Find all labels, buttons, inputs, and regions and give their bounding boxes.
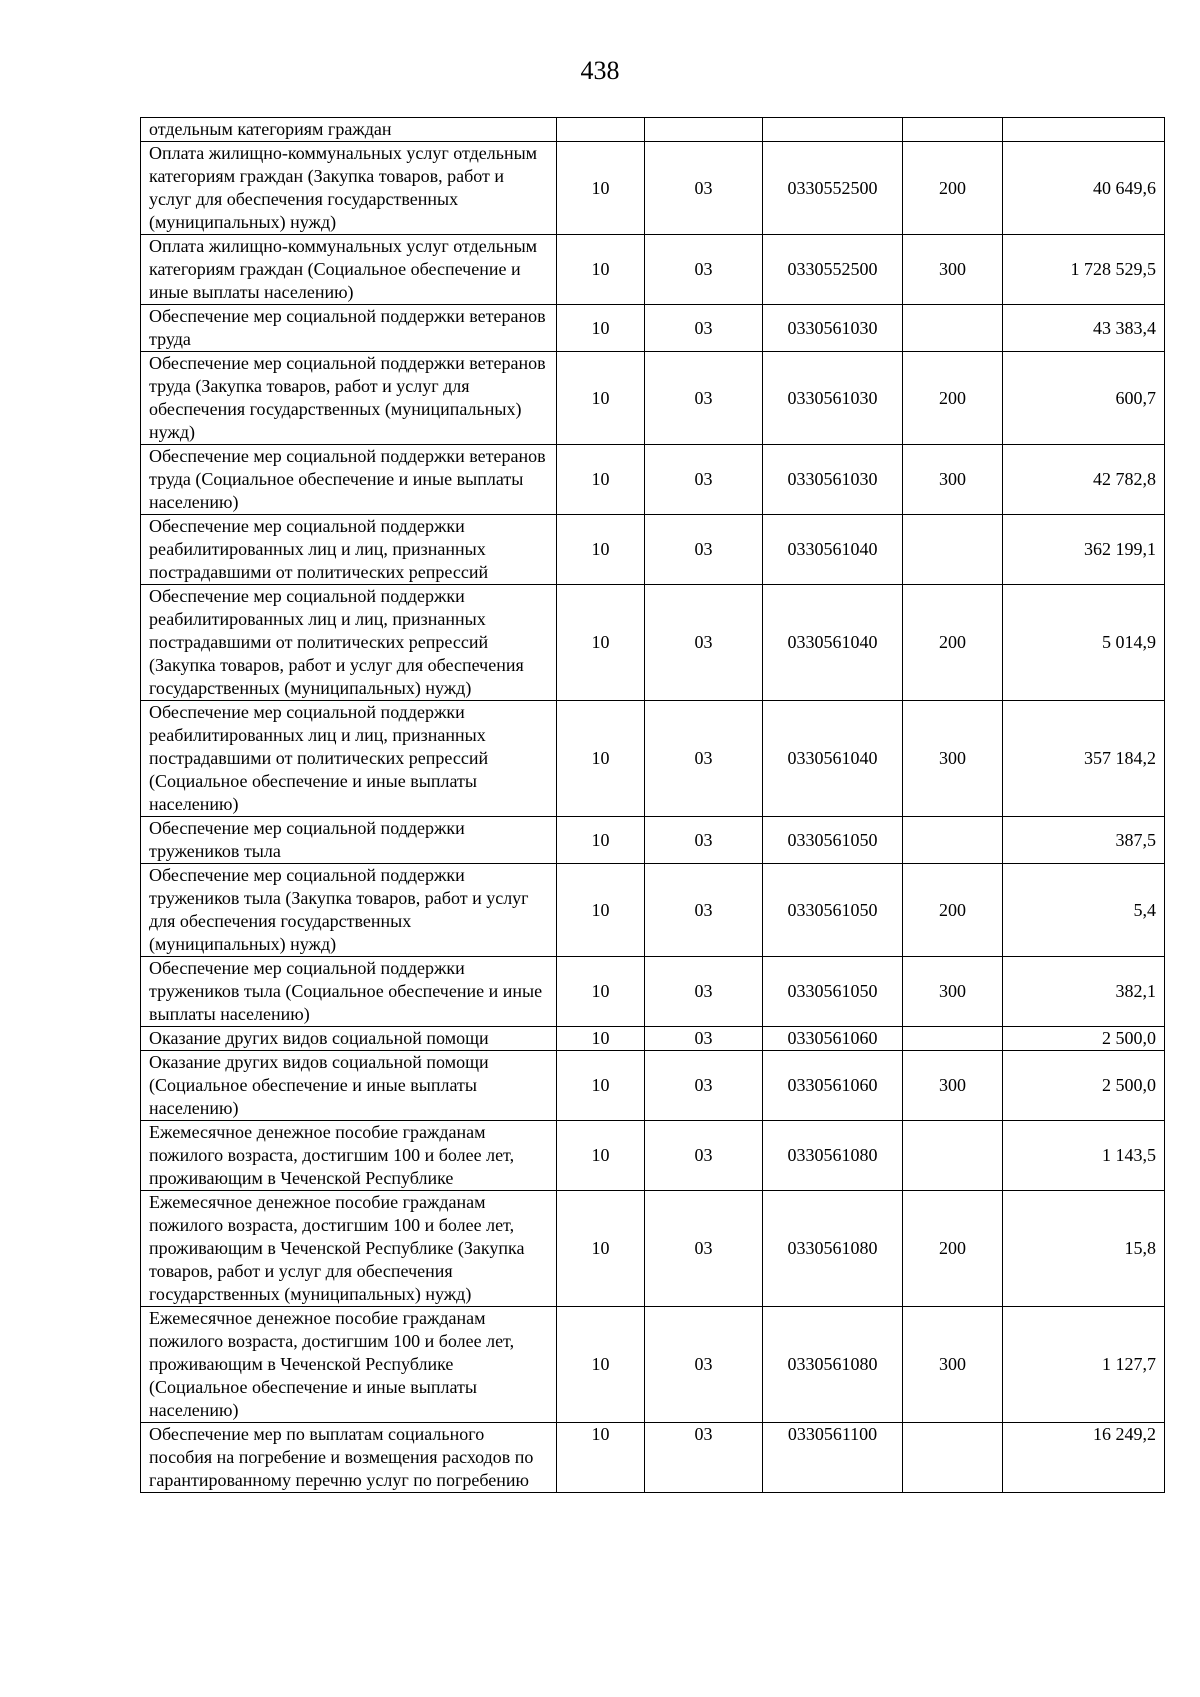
row-target-article: 0330561050 (763, 817, 903, 864)
budget-table (140, 117, 1165, 1493)
row-expense-type: 300 (903, 701, 1003, 817)
row-amount: 2 500,0 (1003, 1051, 1165, 1121)
row-amount: 1 127,7 (1003, 1307, 1165, 1423)
table-row (141, 118, 1165, 142)
table-row (141, 1423, 1165, 1493)
row-description: Оплата жилищно-коммунальных услуг отдельным категориям граждан (Закупка товаров, работ и услуг для обеспечения государственных (муниципальных) нужд) (141, 142, 557, 235)
row-section: 10 (557, 957, 645, 1027)
table-row (141, 864, 1165, 957)
row-description: Ежемесячное денежное пособие гражданам пожилого возраста, достигшим 100 и более лет, проживающим в Чеченской Республике (141, 1121, 557, 1191)
row-target-article: 0330561040 (763, 701, 903, 817)
row-section: 10 (557, 701, 645, 817)
row-expense-type: 200 (903, 585, 1003, 701)
row-target-article: 0330552500 (763, 235, 903, 305)
table-row (141, 585, 1165, 701)
row-subsection: 03 (645, 817, 763, 864)
row-section: 10 (557, 445, 645, 515)
row-amount: 2 500,0 (1003, 1027, 1165, 1051)
row-description: Обеспечение мер социальной поддержки ветеранов труда (Закупка товаров, работ и услуг для обеспечения государственных (муниципальных) нужд) (141, 352, 557, 445)
row-description: Обеспечение мер социальной поддержки реабилитированных лиц и лиц, признанных пострадавшими от политических репрессий (Закупка товаров, работ и услуг для обеспечения государственных (муниципальных) нужд) (141, 585, 557, 701)
row-description: Обеспечение мер социальной поддержки тружеников тыла (Социальное обеспечение и иные выплаты населению) (141, 957, 557, 1027)
row-section: 10 (557, 1423, 645, 1493)
row-amount: 600,7 (1003, 352, 1165, 445)
row-expense-type (903, 1027, 1003, 1051)
row-section: 10 (557, 1121, 645, 1191)
row-amount: 1 143,5 (1003, 1121, 1165, 1191)
table-row (141, 352, 1165, 445)
table-row (141, 305, 1165, 352)
row-section: 10 (557, 864, 645, 957)
row-description: Ежемесячное денежное пособие гражданам пожилого возраста, достигшим 100 и более лет, проживающим в Чеченской Республике (Закупка товаров, работ и услуг для обеспечения государственных (муниципальных) нужд) (141, 1191, 557, 1307)
row-amount: 15,8 (1003, 1191, 1165, 1307)
row-amount: 42 782,8 (1003, 445, 1165, 515)
row-section (557, 118, 645, 142)
row-target-article: 0330561100 (763, 1423, 903, 1493)
row-target-article: 0330561050 (763, 864, 903, 957)
row-section: 10 (557, 1051, 645, 1121)
row-amount: 40 649,6 (1003, 142, 1165, 235)
row-section: 10 (557, 1307, 645, 1423)
row-expense-type: 200 (903, 352, 1003, 445)
row-subsection (645, 118, 763, 142)
row-description: отдельным категориям граждан (141, 118, 557, 142)
row-amount: 357 184,2 (1003, 701, 1165, 817)
row-subsection: 03 (645, 864, 763, 957)
row-subsection: 03 (645, 1191, 763, 1307)
row-subsection: 03 (645, 701, 763, 817)
row-target-article: 0330561050 (763, 957, 903, 1027)
table-row (141, 142, 1165, 235)
row-expense-type (903, 118, 1003, 142)
row-description: Обеспечение мер социальной поддержки реабилитированных лиц и лиц, признанных пострадавшими от политических репрессий (141, 515, 557, 585)
row-description: Обеспечение мер социальной поддержки тружеников тыла (141, 817, 557, 864)
row-target-article: 0330561060 (763, 1027, 903, 1051)
table-row (141, 1121, 1165, 1191)
row-target-article: 0330561080 (763, 1121, 903, 1191)
row-section: 10 (557, 352, 645, 445)
row-expense-type: 200 (903, 1191, 1003, 1307)
row-section: 10 (557, 1027, 645, 1051)
row-description: Оказание других видов социальной помощи (Социальное обеспечение и иные выплаты населению) (141, 1051, 557, 1121)
row-amount: 5,4 (1003, 864, 1165, 957)
row-target-article: 0330561040 (763, 515, 903, 585)
row-section: 10 (557, 142, 645, 235)
row-subsection: 03 (645, 352, 763, 445)
table-row (141, 515, 1165, 585)
table-row (141, 1051, 1165, 1121)
row-amount: 16 249,2 (1003, 1423, 1165, 1493)
table-row (141, 701, 1165, 817)
row-section: 10 (557, 817, 645, 864)
row-section: 10 (557, 1191, 645, 1307)
row-subsection: 03 (645, 1307, 763, 1423)
row-target-article: 0330561030 (763, 445, 903, 515)
row-description: Обеспечение мер социальной поддержки тружеников тыла (Закупка товаров, работ и услуг для обеспечения государственных (муниципальных) нужд) (141, 864, 557, 957)
row-target-article: 0330561080 (763, 1307, 903, 1423)
row-subsection: 03 (645, 1027, 763, 1051)
row-target-article (763, 118, 903, 142)
table-row (141, 445, 1165, 515)
table-row (141, 817, 1165, 864)
row-target-article: 0330552500 (763, 142, 903, 235)
row-expense-type: 200 (903, 864, 1003, 957)
row-description: Оплата жилищно-коммунальных услуг отдельным категориям граждан (Социальное обеспечение и иные выплаты населению) (141, 235, 557, 305)
row-subsection: 03 (645, 515, 763, 585)
row-description: Обеспечение мер социальной поддержки ветеранов труда (141, 305, 557, 352)
row-subsection: 03 (645, 1051, 763, 1121)
row-subsection: 03 (645, 142, 763, 235)
table-row (141, 1027, 1165, 1051)
row-description: Ежемесячное денежное пособие гражданам пожилого возраста, достигшим 100 и более лет, проживающим в Чеченской Республике (Социальное обеспечение и иные выплаты населению) (141, 1307, 557, 1423)
table-row (141, 235, 1165, 305)
row-amount: 5 014,9 (1003, 585, 1165, 701)
row-target-article: 0330561080 (763, 1191, 903, 1307)
row-target-article: 0330561030 (763, 305, 903, 352)
table-row (141, 1191, 1165, 1307)
table-row (141, 957, 1165, 1027)
row-amount: 1 728 529,5 (1003, 235, 1165, 305)
row-expense-type: 300 (903, 1307, 1003, 1423)
row-subsection: 03 (645, 957, 763, 1027)
page-number: 438 (580, 56, 620, 85)
row-expense-type (903, 1423, 1003, 1493)
row-subsection: 03 (645, 305, 763, 352)
row-expense-type: 300 (903, 1051, 1003, 1121)
row-description: Оказание других видов социальной помощи (141, 1027, 557, 1051)
row-expense-type: 300 (903, 235, 1003, 305)
row-subsection: 03 (645, 1423, 763, 1493)
row-section: 10 (557, 585, 645, 701)
row-subsection: 03 (645, 235, 763, 305)
row-expense-type (903, 817, 1003, 864)
row-section: 10 (557, 305, 645, 352)
row-expense-type: 300 (903, 957, 1003, 1027)
row-amount: 382,1 (1003, 957, 1165, 1027)
row-expense-type (903, 305, 1003, 352)
row-section: 10 (557, 235, 645, 305)
table-row (141, 1307, 1165, 1423)
row-target-article: 0330561030 (763, 352, 903, 445)
row-subsection: 03 (645, 585, 763, 701)
row-target-article: 0330561040 (763, 585, 903, 701)
row-expense-type: 300 (903, 445, 1003, 515)
row-amount (1003, 118, 1165, 142)
row-expense-type: 200 (903, 142, 1003, 235)
row-target-article: 0330561060 (763, 1051, 903, 1121)
row-description: Обеспечение мер социальной поддержки ветеранов труда (Социальное обеспечение и иные выплаты населению) (141, 445, 557, 515)
row-amount: 43 383,4 (1003, 305, 1165, 352)
row-section: 10 (557, 515, 645, 585)
row-description: Обеспечение мер социальной поддержки реабилитированных лиц и лиц, признанных пострадавшими от политических репрессий (Социальное обеспечение и иные выплаты населению) (141, 701, 557, 817)
row-expense-type (903, 1121, 1003, 1191)
row-subsection: 03 (645, 445, 763, 515)
row-expense-type (903, 515, 1003, 585)
row-amount: 362 199,1 (1003, 515, 1165, 585)
row-subsection: 03 (645, 1121, 763, 1191)
row-amount: 387,5 (1003, 817, 1165, 864)
row-description: Обеспечение мер по выплатам социального пособия на погребение и возмещения расходов по гарантированному перечню услуг по погребению (141, 1423, 557, 1493)
